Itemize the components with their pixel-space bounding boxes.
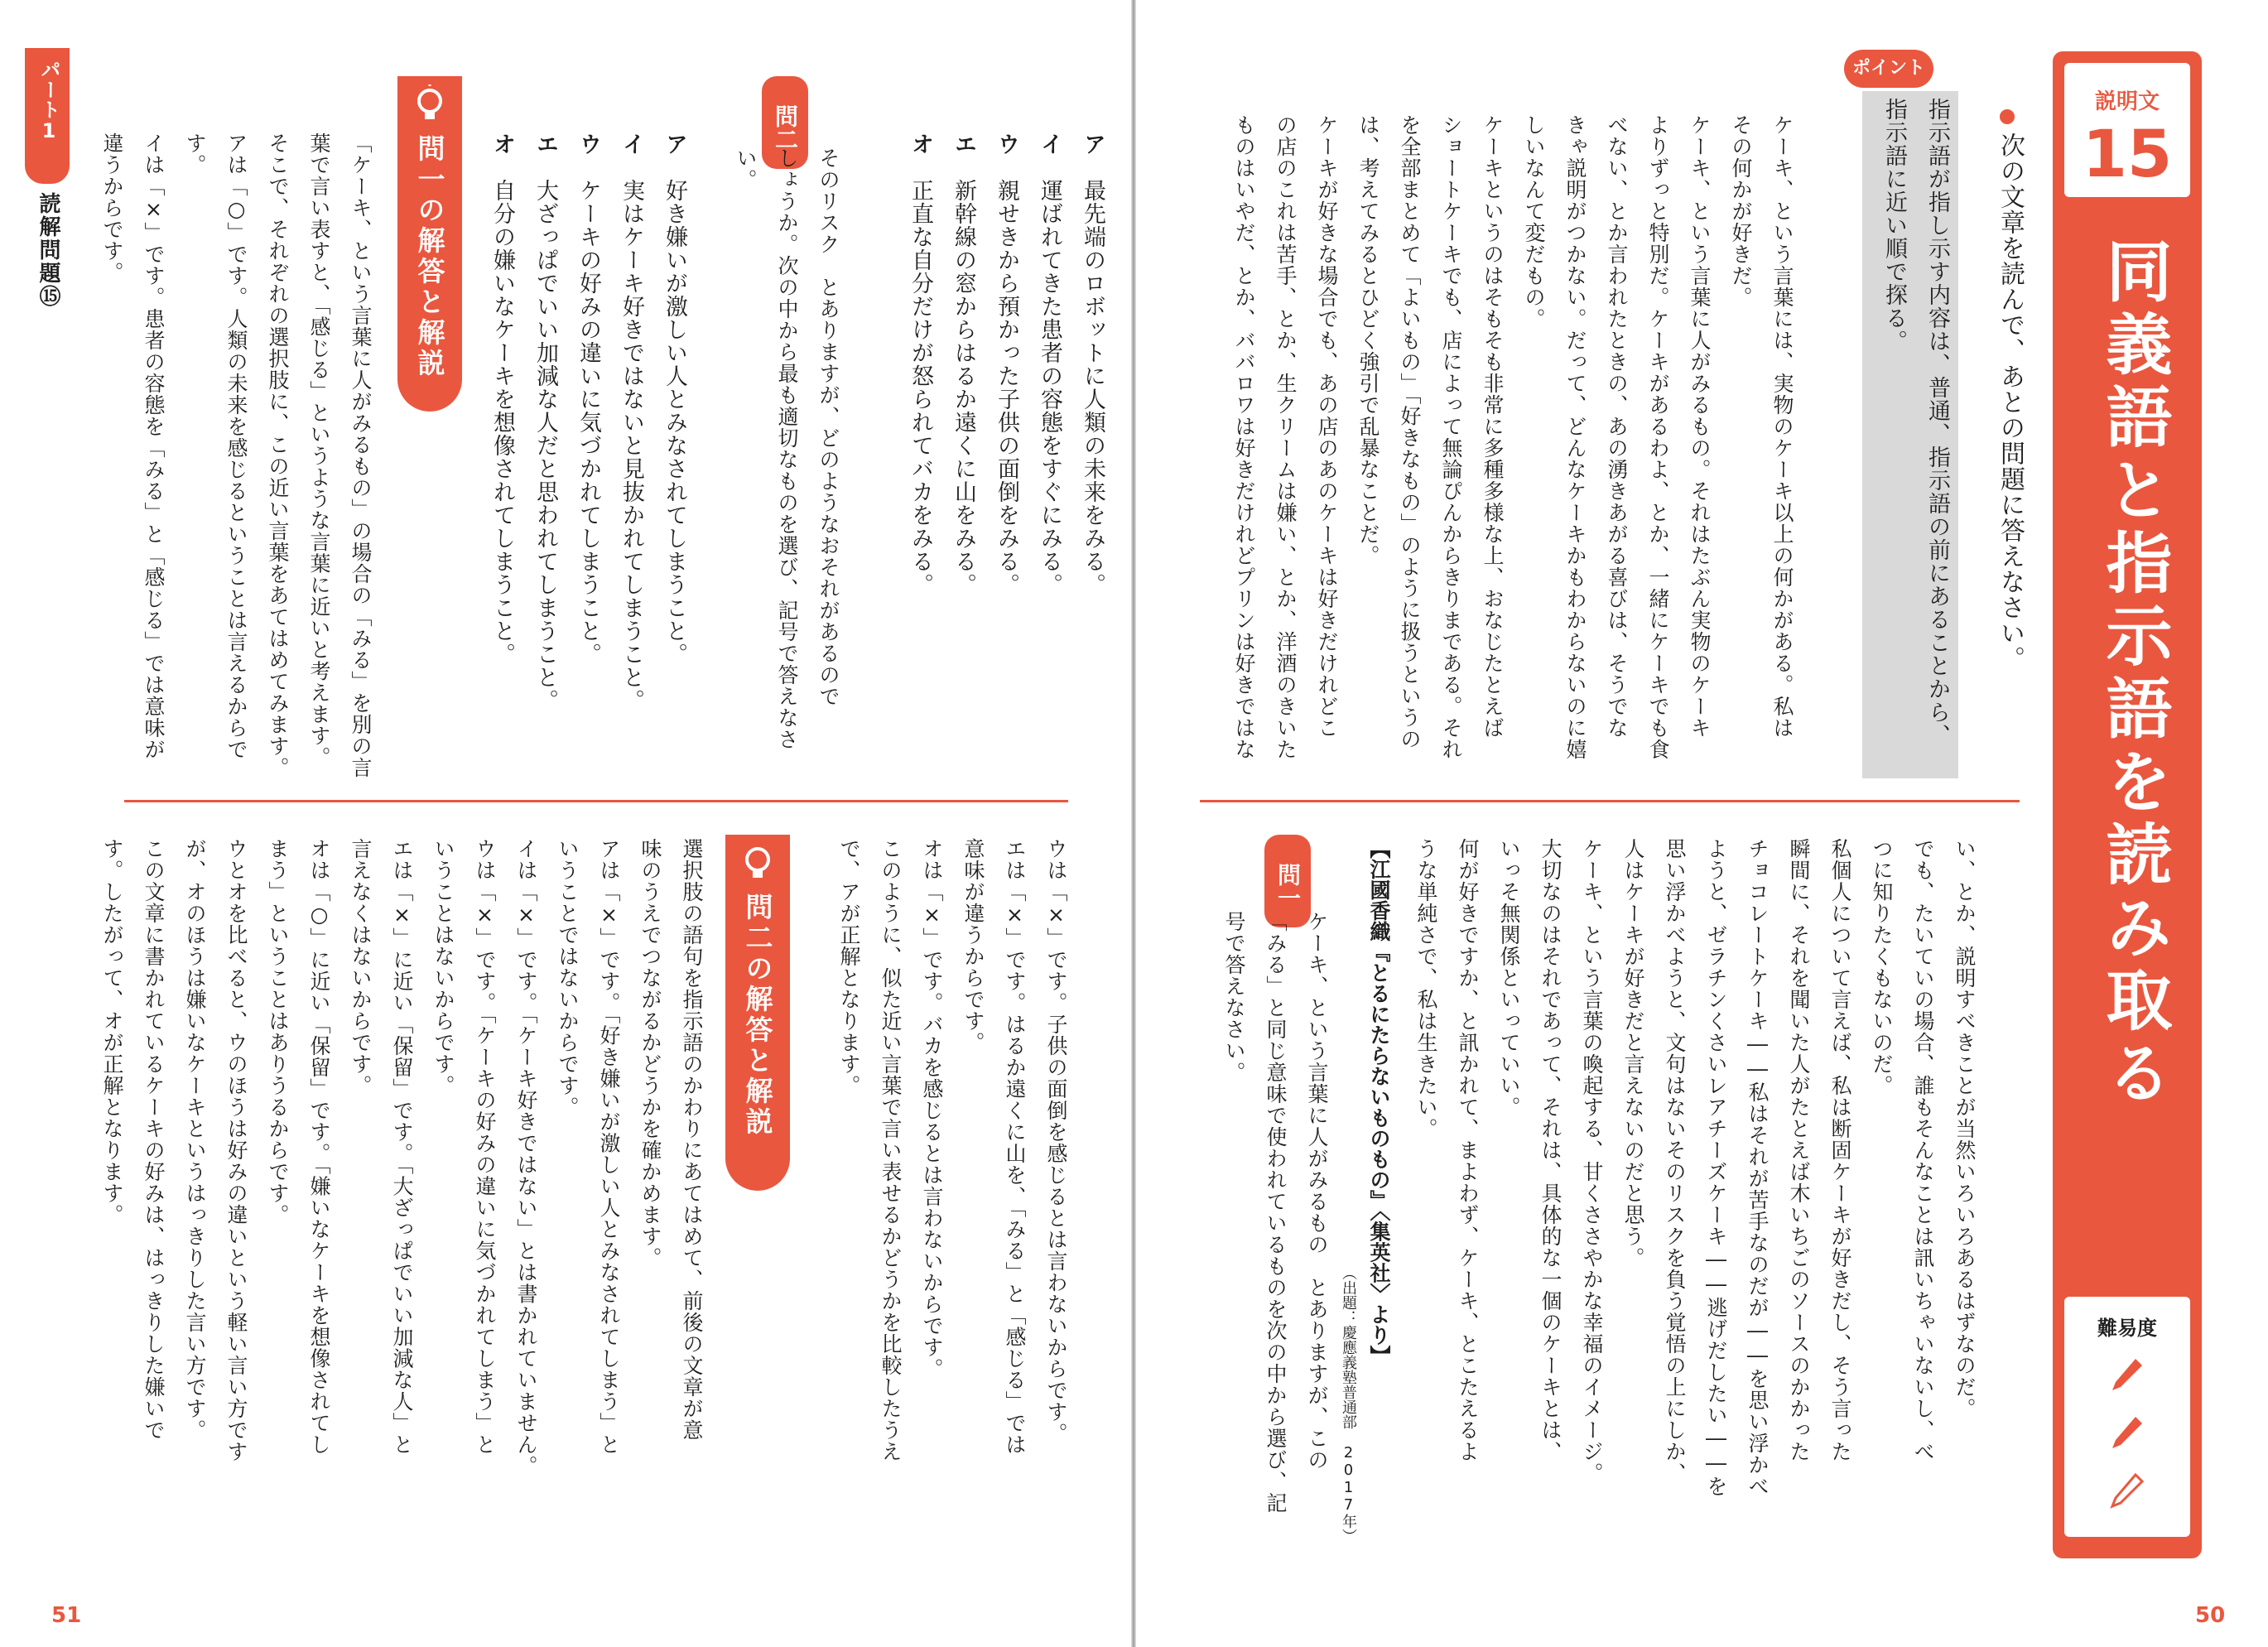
answer-line: イは「×」です。患者の容態を「みる」と「感じる」では意味が [142,132,166,760]
point-line: 指示語に近い順で探る。 [1881,98,1907,353]
answer-line: エは「×」に近い「保留」です。「大ざっぱでいい加減な人」と [390,838,414,1456]
option-item: オ 正直な自分だけが怒られてバカをみる。 [908,132,933,596]
answer2-text [91,838,712,1477]
passage-line: うな単純さで、私は生きたい。 [1414,838,1438,1139]
option-item: イ 運ばれてきた患者の容態をすぐにみる。 [1037,132,1062,596]
answer2-heading: 問二の解答と解説 [741,893,774,1138]
category-label: 説明文 [2094,89,2160,114]
unit-number: 15 [2082,118,2173,192]
answer1-heading: 問一の解答と解説 [413,134,446,379]
answer-line: ウとオを比べると、ウのほうは好みの違いという軽い言い方です [224,838,248,1462]
answer-line: 味のうえでつながるかどうかを確かめます。 [638,838,662,1269]
answer-line: す。 [183,132,207,176]
option-item: ア 最先端のロボットに人類の未来をみる。 [1080,132,1105,596]
answer-line: アは「○」です。人類の未来を感じるということは言えるからで [224,132,248,760]
passage-line: 大切なのはそれであって、それは、具体的な一個のケーキとは、 [1538,838,1563,1462]
section-label: 読解問題⑮ [36,192,60,308]
answer1-heading-tab [397,76,462,412]
question1-options [898,132,1114,596]
option-item: オ 自分の嫌いなケーキを想像されてしまうこと。 [489,132,515,666]
answer-line: で、アが正解となります。 [837,838,861,1096]
passage-line: ショートケーキでも、店によって無論ぴんからきりまである。それ [1439,114,1463,760]
option-item: エ 新幹線の窓からはるか遠くに山をみる。 [951,132,976,596]
passage-line: を全部まとめて「よいもの」「好きなもの」のように扱うというの [1398,114,1422,750]
answer-line: 言えなくはないからです。 [349,838,373,1096]
answer-line: ウは「×」です。子供の面倒を感じるとは言わないからです。 [1044,838,1068,1444]
part-label: パート1 [37,60,60,142]
prompt-line: い。 [734,147,758,190]
answer-line: ウは「×」です。「ケーキの好みの違いに気づかれてしまう」と [473,838,497,1456]
option-item: ウ 親せきから預かった子供の面倒をみる。 [994,132,1019,596]
passage-part1 [1223,114,1803,760]
answer-line: 選択肢の語句を指示語のかわりにあてはめて、前後の文章が意 [680,838,704,1441]
passage-line: ケーキというのはそもそも非常に多種多様な上、おなじたとえば [1481,114,1505,739]
passage-line: よりずっと特別だ。ケーキがあるわよ、とか、一緒にケーキでも食 [1646,114,1670,760]
option-item: イ 実はケーキ好きではないと見抜かれてしまうこと。 [619,132,644,712]
passage-line: ケーキ、という言葉には、実物のケーキ以上の何かがある。私は [1770,114,1794,739]
source-citation: 【江國香織『とるにたらないものもの』〈集英社〉より】 [1367,838,1391,1366]
passage-line: 人はケーキが好きだと言えないのだと思う。 [1621,838,1645,1269]
answer-line: エは「×」です。はるか遠くに山を、「みる」と「感じる」では [1003,838,1027,1456]
point-text [1872,98,1958,747]
passage-line: ようと、ゼラチンくさいレアチーズケーキ――逃げだしたい――を [1704,838,1728,1497]
answer-line: この文章に書かれているケーキの好みは、はっきりした嫌いで [142,838,166,1441]
answer-line: 違うからです。 [100,132,124,283]
passage-line: べない、とか言われたときの、あの湧きあがる喜びは、そうでな [1605,114,1629,739]
passage-line: 瞬間に、それを聞いた人がたとえば木いちごのソースのかかった [1787,838,1811,1462]
passage-line: きゃ説明がつかない。だって、どんなケーキかもわからないのに嬉 [1563,114,1587,760]
section-divider [124,800,1068,802]
pencil-icon [2107,1354,2147,1407]
passage-line: いっそ無関係といっていい。 [1497,838,1521,1118]
option-item: ア 好き嫌いが激しい人とみなされてしまうこと。 [662,132,687,666]
exam-source: （出題：慶應義塾普通部 2017年） [1340,1265,1357,1543]
answer-line: 「ケーキ、という言葉に人がみるもの」の場合の「みる」を別の言 [349,132,373,778]
answer1-continued [828,838,1076,1462]
option-item: ウ ケーキの好みの違いに気づかれてしまうこと。 [575,132,601,666]
point-line: 指示語が指し示す内容は、普通、指示語の前にあることから、 [1924,98,1950,747]
passage-line: 何が好きですか、と訊かれて、まよわず、ケーキ、とこたえるよ [1456,838,1480,1462]
passage-line: しいなんて変だもの。 [1522,114,1546,330]
passage-part2 [1405,838,1985,1497]
lightbulb-icon [413,84,446,128]
passage-line: でも、たいていの場合、誰もそんなことは訊いちゃいないし、べ [1911,838,1935,1462]
passage-line: ケーキ、という言葉の喚起する、甘くささやかな幸福のイメージ。 [1580,838,1604,1484]
passage-line: つに知りたくもないのだ。 [1870,838,1894,1096]
answer-line: アは「×」です。「好き嫌いが激しい人とみなされてしまう」と [597,838,621,1456]
question-line: ケーキ、という言葉に人がみるもの とありますが、この [1305,911,1329,1471]
answer-line: いうことではないからです。 [556,838,580,1118]
passage-line: ケーキ、という言葉に人がみるもの。それはたぶん実物のケーキ [1688,114,1712,739]
number-card [2064,63,2190,197]
question1-label: 問一 [1264,835,1311,927]
question-line: 号で答えなさい。 [1222,911,1246,1083]
answer1-text [91,132,381,778]
instruction-bullet [2000,109,2015,124]
page-50 [1134,0,2268,1647]
question2-prompt [725,147,849,750]
question2-options [480,132,696,712]
answer-line: まう」ということはありうるからです。 [266,838,290,1226]
answer-line: 葉で言い表すと、「感じる」というような言葉に近いと考えます。 [307,132,331,768]
lightbulb-icon [741,843,774,886]
pencil-icon [2107,1470,2147,1523]
passage-line: 私個人について言えば、私は断固ケーキが好きだし、そう言った [1828,838,1852,1462]
answer-line: す。したがって、オが正解となります。 [100,838,124,1226]
passage-line: ケーキが好きな場合でも、あの店のあのケーキは好きだけれどこ [1315,114,1339,739]
passage-line: 思い浮かべようと、文句はないそのリスクを負う覚悟の上にしか、 [1663,838,1687,1484]
prompt-line: そのリスク とありますが、どのようなおそれがあるので [816,147,840,707]
point-badge: ポイント [1844,50,1933,88]
difficulty-card [2064,1297,2190,1537]
difficulty-label: 難易度 [2097,1317,2157,1340]
passage-line: チョコレートケーキ――私はそれが苦手なのだが――を思い浮かべ [1746,838,1770,1497]
answer-line: このように、似た近い言葉で言い表せるかどうかを比較したうえ [879,838,903,1462]
passage-line: い、とか、説明すべきことが当然いろいろあるはずなのだ。 [1953,838,1977,1419]
answer-line: 意味が違うからです。 [961,838,985,1053]
prompt-line: しょうか。次の中から最も適切なものを選び、記号で答えなさ [775,147,799,750]
section-divider [1200,800,2020,802]
page-number: 50 [2195,1603,2226,1628]
passage-line: の店のこれは苦手、とか、生クリームは嫌い、とか、洋酒のきいた [1274,114,1298,760]
answer-line: が、オのほうは嫌いなケーキというはっきりした言い方です。 [183,838,207,1441]
option-item: エ 大ざっぱでいい加減な人だと思われてしまうこと。 [532,132,558,712]
answer-line: いうことはないからです。 [431,838,455,1096]
answer-line: イは「×」です。「ケーキ好きではない」とは書かれていません。 [514,838,538,1477]
question2-label: 問二 [762,76,808,169]
answer-line: オは「○」に近い「保留」です。「嫌いなケーキを想像されてし [307,838,331,1456]
difficulty-pencils [2064,1354,2190,1523]
page-number: 51 [51,1603,82,1628]
answer-line: そこで、それぞれの選択肢に、この近い言葉をあてはめてみます。 [266,132,290,778]
passage-line: その何かが好きだ。 [1729,114,1753,308]
question1-text [1213,911,1337,1514]
passage-line: は、考えてみるとひどく強引で乱暴なことだ。 [1356,114,1380,566]
page-title: 同義語と指示語を読み取る [2095,237,2172,1111]
question-line: 「みる」と同じ意味で使われているものを次の中から選び、記 [1264,911,1288,1514]
pencil-icon [2107,1412,2147,1465]
instruction-text: 次の文章を読んで、あとの問題に答えなさい。 [1996,132,2025,672]
passage-line: ものはいやだ、とか、ババロワは好きだけれどプリンは好きではな [1232,114,1256,760]
answer-line: オは「×」です。バカを感じるとは言わないからです。 [920,838,944,1380]
answer2-heading-tab [725,835,790,1191]
